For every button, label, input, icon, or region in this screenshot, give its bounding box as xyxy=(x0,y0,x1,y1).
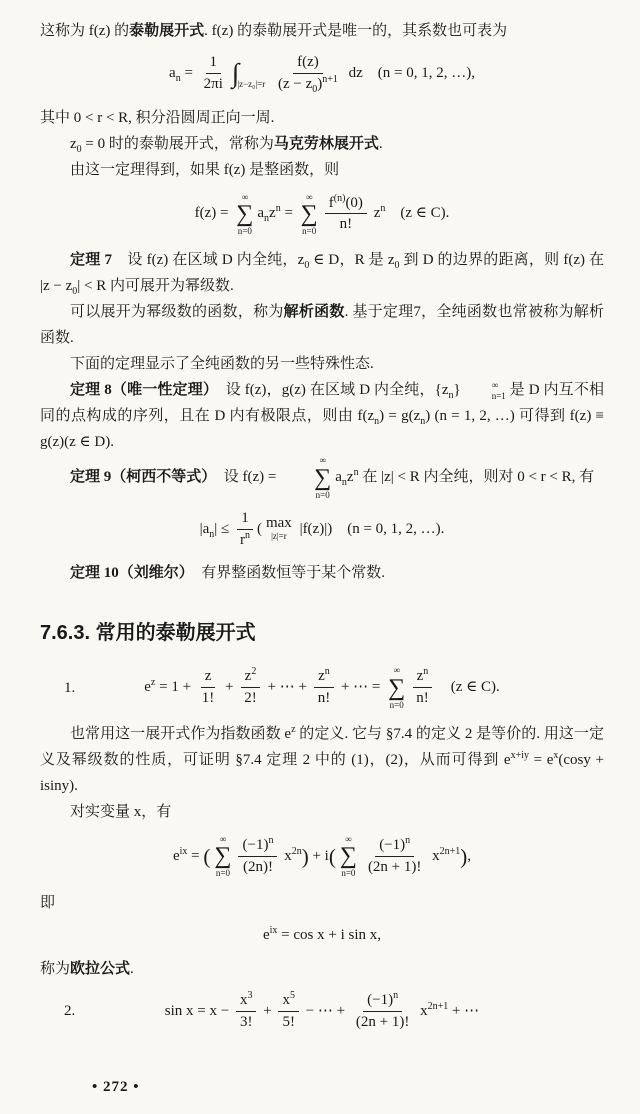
paragraph: 下面的定理显示了全纯函数的另一些特殊性态. xyxy=(70,356,374,373)
page-content xyxy=(40,18,604,1032)
paragraph: 定理 8（唯一性定理） 设 f(z)，g(z) 在区域 D 内全纯，$\{z_n\}$ ∞ n=1 是 D 内互不相同的点构成的序列，且在 D 内有极限点，则由 $f(z_n) = g(z_n) (n = 1$, 2, …) 可得到 f(z) ≡ g(z)(z ∈ D). xyxy=(40,379,604,451)
display-formula xyxy=(40,53,604,94)
paragraph: 定理 9（柯西不等式） 设 f(z) = ∞ ∑ n=0 $a_nz^n$ 在 |z| < R 内全纯，则对 0 < r < R, 有 xyxy=(70,455,595,500)
item-number: 1. xyxy=(64,679,76,696)
paragraph: 称为欧拉公式. xyxy=(40,961,134,977)
display-formula xyxy=(40,665,604,710)
paragraph: 其中 0 < r < R, 积分沿圆周正向一周. xyxy=(40,109,275,126)
display-formula xyxy=(40,509,604,550)
paragraph: 由这一定理得到，如果 f(z) 是整函数，则 xyxy=(70,161,340,178)
display-formula xyxy=(40,925,604,945)
formula-body: $|a_n|$ ≤ $\frac{1}{r^n}$ ( max |z|=r |f(z)|) (n = 0, 1, 2, …). xyxy=(199,509,445,548)
paragraph: 可以展开为幂级数的函数，称为解析函数. 基于定理7，全纯函数也常被称为解析函数. xyxy=(40,304,604,347)
formula-body: $a_n$ = $\frac{1}{2\pi i}$ ∫ |z−z₀|=r $\frac{f(z)}{(z - z_0)^{n+1}}$ dz (n = 0, 1, 2, …), xyxy=(169,54,475,95)
paragraph: 这称为 f(z) 的泰勒展开式. f(z) 的泰勒展开式是唯一的，其系数也可表为 xyxy=(40,23,508,39)
section-heading: 7.6.3. 常用的泰勒展开式 xyxy=(40,622,256,645)
paragraph: 定理 10（刘维尔） 有界整函数恒等于某个常数. xyxy=(70,565,386,582)
paragraph: $z_0 = 0$ 时的泰勒展开式，常称为马克劳林展开式. xyxy=(70,135,383,155)
formula-body: f(z) = ∞ ∑ n=0 $a_nz^n$ = ∞ ∑ n=0 $\frac{f^{(n)}(0)}{n!}$ $z^n$ (z ∈ C). xyxy=(194,191,450,236)
paragraph: 定理 7 设 f(z) 在区域 D 内全纯，$z_0$ ∈ D，R 是 $z_0$ 到 D 的边界的距离，则 f(z) 在 $|z - z_0| < R$ 内可展开为幂级数. xyxy=(40,252,604,298)
display-formula xyxy=(40,192,604,237)
formula-body: $e^z = 1$ + $\frac{z}{1!}$ + $\frac{z^2}{2!}$ + ⋯ + $\frac{z^n}{n!}$ + ⋯ = ∞ ∑ n=0 $\frac{z^n}{n!}$ (z ∈ C). xyxy=(144,665,500,710)
paragraph: 也常用这一展开式作为指数函数 $e^z$ 的定义. 它与 §7.4 的定义 2 是等价的. 用这一定义及幂级数的性质，可证明 §7.4 定理 2 中的 (1)，(2)，从而可得到 $e^{x+iy} = e^x(\cos y + isiny)$. xyxy=(40,724,604,795)
paragraph: 即 xyxy=(40,894,56,911)
formula-body: $e^{ix} = \cos x + i$ sin x, xyxy=(262,924,382,943)
formula-body: $e^{ix}$ = ( ∞ ∑ n=0 $\frac{(-1)^n}{(2n)!}$ $x^{2n}) + i$( ∞ ∑ n=0 $\frac{(-1)^n}{(2n + 1)!}$ $x^{2n+1}$), xyxy=(172,834,472,879)
display-formula xyxy=(40,991,604,1032)
item-number: 2. xyxy=(64,1003,76,1020)
formula-body: sin x = x − $\frac{x^3}{3!}$ + $\frac{x^5}{5!}$ − ⋯ + $\frac{(-1)^n}{(2n + 1)!}$ $x^{2n+1}$ + ⋯ xyxy=(164,990,480,1030)
page-number: • 272 • xyxy=(92,1078,140,1095)
paragraph: 对实变量 x，有 xyxy=(70,804,172,821)
display-formula xyxy=(40,834,604,879)
